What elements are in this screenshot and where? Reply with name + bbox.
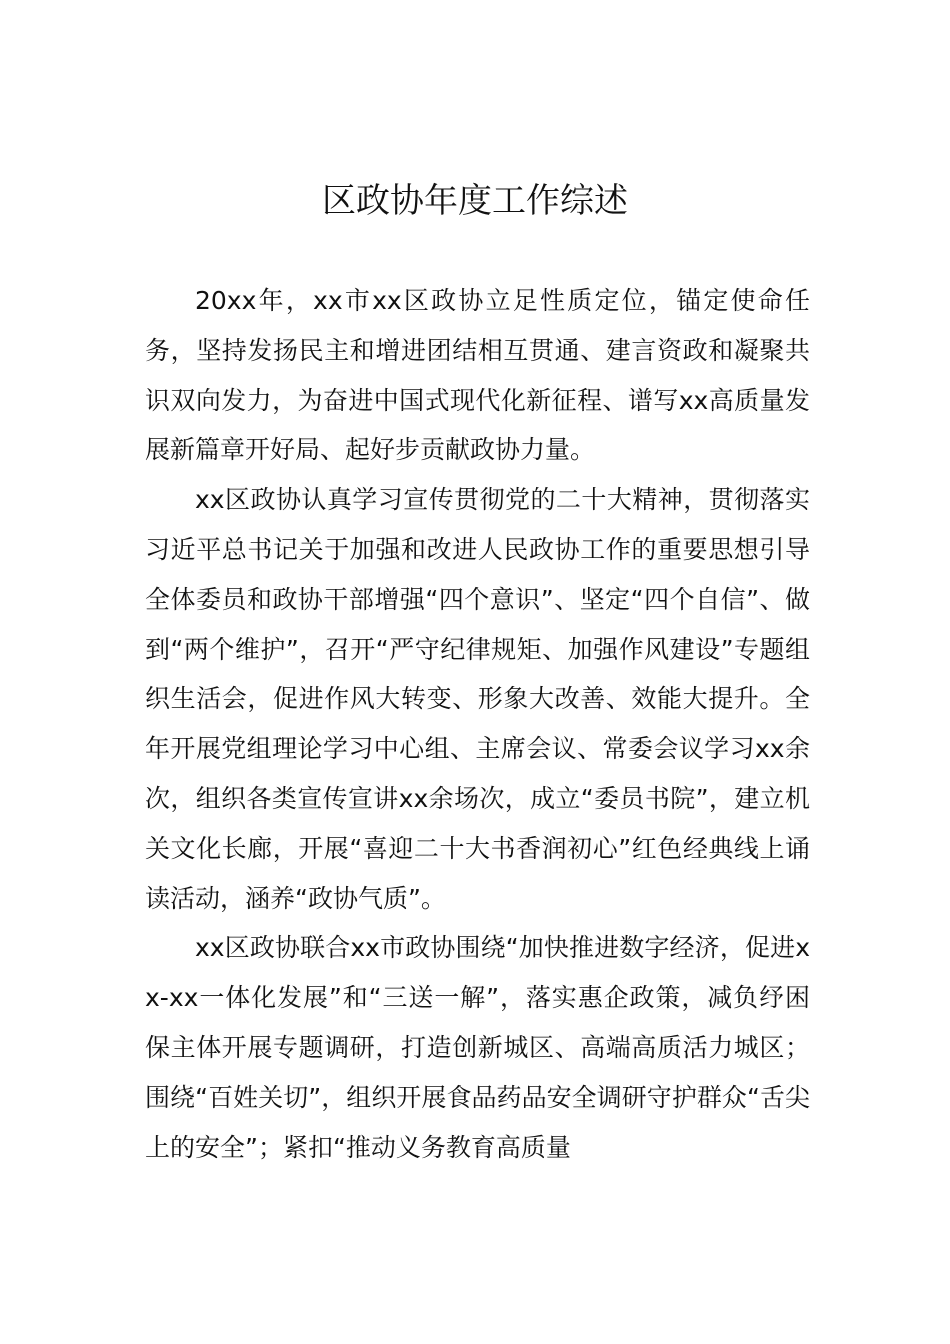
paragraph-study: xx区政协认真学习宣传贯彻党的二十大精神，贯彻落实习近平总书记关于加强和改进人民政协工作的重要思想引导全体委员和政协干部增强“四个意识”、坚定“四个自信”、做到“两个维护”，召开“严守纪律规矩、加强作风建设”专题组织生活会，促进作风大转变、形象大改善、效能大提升。全年开展党组理论学习中心组、主席会议、常委会议学习xx余次，组织各类宣传宣讲xx余场次，成立“委员书院”，建立机关文化长廊，开展“喜迎二十大书香润初心”红色经典线上诵读活动，涵养“政协气质”。 xyxy=(145,485,810,913)
document-body xyxy=(145,276,810,1172)
paragraph-intro: 20xx年，xx市xx区政协立足性质定位，锚定使命任务，坚持发扬民主和增进团结相互贯通、建言资政和凝聚共识双向发力，为奋进中国式现代化新征程、谱写xx高质量发展新篇章开好局、起好步贡献政协力量。 xyxy=(145,286,810,465)
paragraph-research: xx区政协联合xx市政协围绕“加快推进数字经济，促进xx-xx一体化发展”和“三送一解”，落实惠企政策，减负纾困保主体开展专题调研，打造创新城区、高端高质活力城区；围绕“百姓关切”，组织开展食品药品安全调研守护群众“舌尖上的安全”；紧扣“推动义务教育高质量 xyxy=(145,933,810,1162)
document-title: 区政协年度工作综述 xyxy=(322,181,628,221)
